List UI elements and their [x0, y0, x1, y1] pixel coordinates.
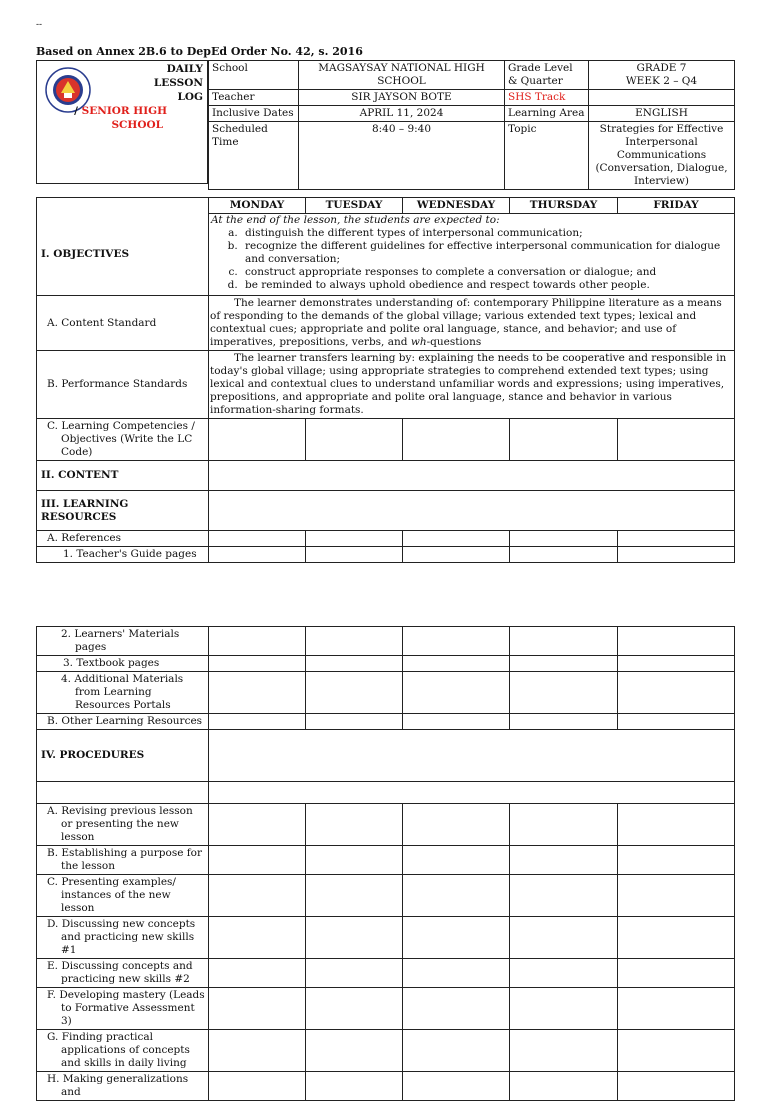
textbook-pages-label: 3. Textbook pages [37, 656, 209, 672]
content-standard-label: A. Content Standard [37, 296, 209, 351]
cell [306, 804, 403, 846]
competencies-label: C. Learning Competencies / Objectives (Write the LC Code) [37, 419, 209, 461]
day-wednesday: WEDNESDAY [403, 198, 510, 214]
cell [209, 988, 306, 1030]
shs-line-2: SCHOOL [111, 119, 163, 131]
teacher-label: Teacher [209, 90, 299, 106]
procedure-step: E. Discussing concepts and practicing new skills #2 [37, 959, 209, 988]
objective-item: a. distinguish the different types of interpersonal communication; [241, 227, 732, 240]
area-label: Learning Area [505, 106, 589, 122]
cell [510, 988, 618, 1030]
cell [306, 1072, 403, 1101]
teacher-value: SIR JAYSON BOTE [299, 90, 505, 106]
cell [403, 714, 510, 730]
cell [209, 547, 306, 563]
cell [618, 959, 735, 988]
cell [618, 875, 735, 917]
content-section-label: II. CONTENT [37, 461, 209, 491]
cell [306, 419, 403, 461]
shs-track-label: SHS Track [505, 90, 589, 106]
additional-materials-label: 4. Additional Materials from Learning Resources Portals [37, 672, 209, 714]
procedure-step: D. Discussing new concepts and practicing new skills #1 [37, 917, 209, 959]
wh-italic: wh [410, 336, 427, 348]
cell [403, 988, 510, 1030]
day-friday: FRIDAY [618, 198, 735, 214]
cell [403, 846, 510, 875]
objectives-list [211, 227, 732, 292]
cell [306, 547, 403, 563]
dates-label: Inclusive Dates [209, 106, 299, 122]
cell [510, 1030, 618, 1072]
cell [209, 846, 306, 875]
cell [618, 627, 735, 656]
cell [618, 1072, 735, 1101]
cell [510, 1072, 618, 1101]
cell [306, 627, 403, 656]
day-monday: MONDAY [209, 198, 306, 214]
shs-track-value [589, 90, 735, 106]
cell [510, 627, 618, 656]
cell [306, 1030, 403, 1072]
cell [306, 672, 403, 714]
cell [510, 714, 618, 730]
cell [306, 531, 403, 547]
objectives-intro: At the end of the lesson, the students are expected to: [211, 214, 500, 226]
cell [618, 714, 735, 730]
teachers-guide-label: 1. Teacher's Guide pages [37, 547, 209, 563]
grade-line: GRADE 7 [636, 62, 687, 74]
topic-value: Strategies for Effective Interpersonal Communications (Conversation, Dialogue, Interview) [589, 122, 735, 190]
cell [403, 1030, 510, 1072]
learning-resources-label: III. LEARNING RESOURCES [37, 491, 209, 531]
cell [510, 804, 618, 846]
content-standard-tail: -questions [426, 336, 482, 348]
cell [510, 917, 618, 959]
cell [403, 917, 510, 959]
cell [403, 875, 510, 917]
cell [209, 627, 306, 656]
top-dash: -- [36, 20, 43, 30]
procedure-step: F. Developing mastery (Leads to Formative Assessment 3) [37, 988, 209, 1030]
procedures-label: IV. PROCEDURES [37, 730, 209, 782]
cell [618, 804, 735, 846]
references-label: A. References [37, 531, 209, 547]
cell [510, 672, 618, 714]
cell [209, 672, 306, 714]
performance-standard-text: The learner transfers learning by: explaining the needs to be cooperative and responsible in today's global village; using appropriate strategies to comprehend extended text types; using lexical and contextual clues to understand unfamiliar words and expressions; using imperatives, prepositions, and appropriate and polite oral language, stance and behavior in various information-sharing formats. [209, 351, 735, 419]
cell [306, 875, 403, 917]
cell [209, 917, 306, 959]
cell [209, 804, 306, 846]
cell [209, 1030, 306, 1072]
cell [403, 547, 510, 563]
cell [209, 419, 306, 461]
cell [209, 959, 306, 988]
cell [209, 714, 306, 730]
procedure-step: G. Finding practical applications of concepts and skills in daily living [37, 1030, 209, 1072]
school-value: MAGSAYSAY NATIONAL HIGH SCHOOL [299, 61, 505, 90]
blank-row-value [209, 782, 735, 804]
dates-value: APRIL 11, 2024 [299, 106, 505, 122]
objectives-content [209, 214, 735, 296]
learners-materials-label: 2. Learners' Materials pages [37, 627, 209, 656]
cell [306, 959, 403, 988]
cell [618, 531, 735, 547]
procedure-step: A. Revising previous lesson or presenting the new lesson [37, 804, 209, 846]
cell [403, 959, 510, 988]
area-value: ENGLISH [589, 106, 735, 122]
school-label: School [209, 61, 299, 90]
slash: / [74, 105, 78, 117]
cell [618, 547, 735, 563]
time-label: Scheduled Time [209, 122, 299, 190]
dll-line-3: LOG [177, 91, 203, 103]
performance-standard-label: B. Performance Standards [37, 351, 209, 419]
cell [306, 656, 403, 672]
learning-resources-value [209, 491, 735, 531]
week-line: WEEK 2 – Q4 [625, 75, 698, 87]
cell [306, 846, 403, 875]
cell [510, 875, 618, 917]
lesson-plan-table [36, 197, 735, 563]
cell [306, 714, 403, 730]
cell [403, 1072, 510, 1101]
objective-item: c. construct appropriate responses to complete a conversation or dialogue; and [241, 266, 732, 279]
content-standard-body: The learner demonstrates understanding of: contemporary Philippine literature as a means of responding to the demands of the global village; various extended text types; lexical and contextual cues; appropriate and polite oral language, stance, and behavior; and use of imperatives, prepositions, verbs, and [210, 297, 722, 348]
procedure-step: B. Establishing a purpose for the lesson [37, 846, 209, 875]
topic-label: Topic [505, 122, 589, 190]
cell [403, 656, 510, 672]
cell [209, 656, 306, 672]
time-value: 8:40 – 9:40 [299, 122, 505, 190]
objectives-label: I. OBJECTIVES [37, 214, 209, 296]
cell [618, 672, 735, 714]
cell [510, 656, 618, 672]
cell [618, 1030, 735, 1072]
content-standard-text [209, 296, 735, 351]
cell [403, 531, 510, 547]
cell [403, 627, 510, 656]
cell [510, 531, 618, 547]
procedure-step: C. Presenting examples/ instances of the new lesson [37, 875, 209, 917]
procedures-value [209, 730, 735, 782]
grade-value [589, 61, 735, 90]
logo-title-cell [36, 60, 208, 184]
cell [618, 846, 735, 875]
cell [403, 419, 510, 461]
cell [403, 804, 510, 846]
lesson-plan-table-continued [36, 626, 735, 1101]
objective-item: d. be reminded to always uphold obedience and respect towards other people. [241, 279, 732, 292]
cell [618, 988, 735, 1030]
blank-header-cell [37, 198, 209, 214]
procedure-step: H. Making generalizations and [37, 1072, 209, 1101]
cell [306, 988, 403, 1030]
other-resources-label: B. Other Learning Resources [37, 714, 209, 730]
dll-line-1: DAILY [166, 63, 203, 75]
day-tuesday: TUESDAY [306, 198, 403, 214]
annex-reference: Based on Annex 2B.6 to DepEd Order No. 42, s. 2016 [36, 45, 363, 58]
cell [618, 656, 735, 672]
blank-row-label [37, 782, 209, 804]
grade-label: Grade Level & Quarter [505, 61, 589, 90]
cell [510, 846, 618, 875]
cell [403, 672, 510, 714]
cell [618, 419, 735, 461]
cell [618, 917, 735, 959]
dll-line-2: LESSON [153, 77, 203, 89]
cell [209, 1072, 306, 1101]
senior-high-school-label [74, 104, 167, 132]
cell [209, 875, 306, 917]
cell [209, 531, 306, 547]
cell [510, 959, 618, 988]
shs-line-1: SENIOR HIGH [81, 105, 167, 117]
header-info-table [208, 60, 735, 190]
day-thursday: THURSDAY [510, 198, 618, 214]
cell [510, 547, 618, 563]
cell [306, 917, 403, 959]
cell [510, 419, 618, 461]
objective-item: b. recognize the different guidelines for effective interpersonal communication for dialogue and conversation; [241, 240, 732, 266]
content-section-value [209, 461, 735, 491]
daily-lesson-log-title [154, 62, 203, 104]
